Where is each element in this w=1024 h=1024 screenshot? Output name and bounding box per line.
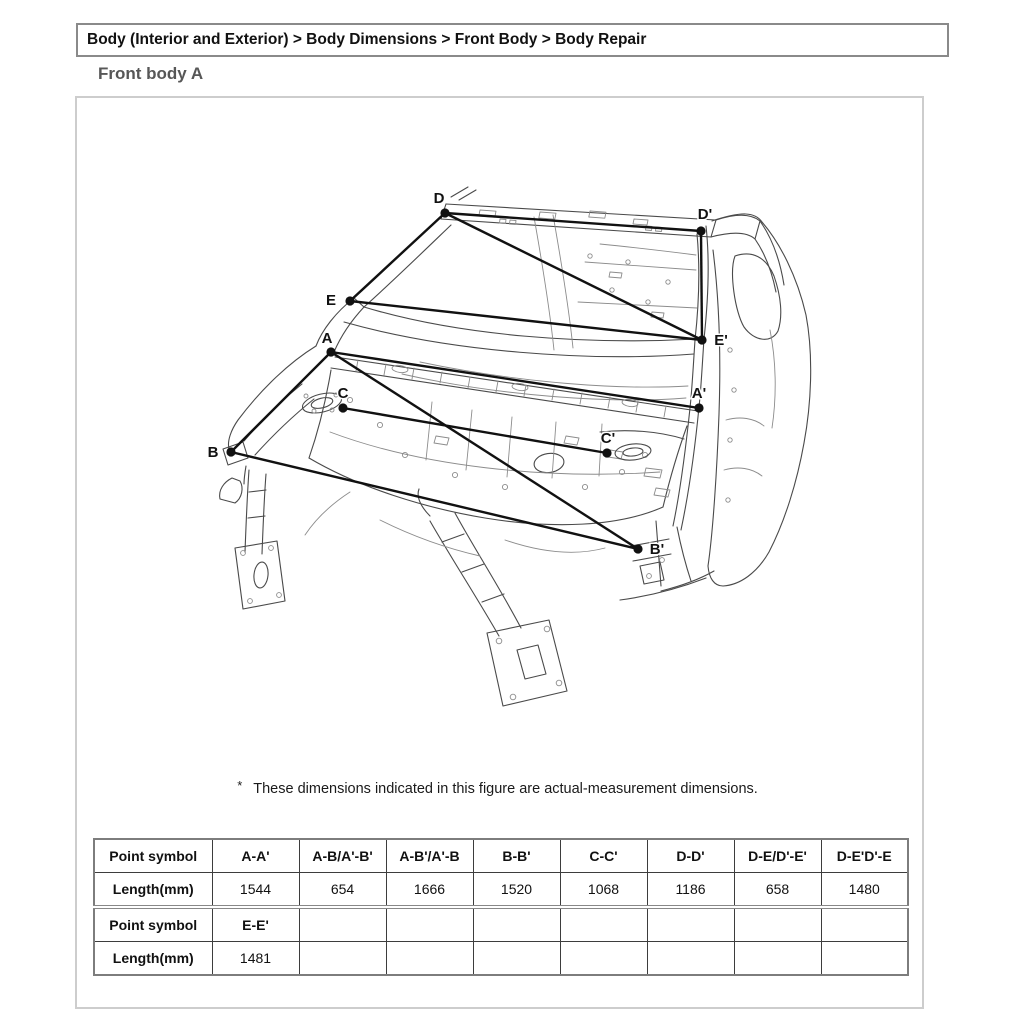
measurement-point-E' [697,335,706,344]
measurement-point-C' [602,448,611,457]
measurement-overlay [208,190,728,558]
figure-note [75,778,920,797]
row-label-cell: Point symbol [94,839,212,873]
measurement-point-C [338,403,347,412]
value-cell: A-A' [212,839,299,873]
measurement-label-A': A' [691,385,707,402]
car-body-sketch [220,187,811,706]
table-row [94,839,908,873]
measurement-line-D-E' [445,213,702,340]
value-cell: C-C' [560,839,647,873]
page-title: Front body A [98,64,204,83]
measurement-label-B': B' [649,541,665,558]
measurement-point-A [326,347,335,356]
row-label-cell: Point symbol [94,907,212,942]
measurement-line-C-C' [343,408,607,453]
measurement-line-D'-E' [701,231,702,340]
measurement-line-D-E [350,213,445,301]
measurement-label-C: C [337,385,349,402]
value-cell: A-B'/A'-B [386,839,473,873]
measurement-point-D [440,208,449,217]
value-cell: 1481 [212,942,299,976]
measurement-point-D' [696,226,705,235]
value-cell: 1544 [212,873,299,908]
value-cell [647,907,734,942]
measurement-point-B' [633,544,642,553]
value-cell: 1520 [473,873,560,908]
value-cell [560,942,647,976]
value-cell [821,942,908,976]
value-cell: 1068 [560,873,647,908]
table-row [94,942,908,976]
value-cell: 654 [299,873,386,908]
value-cell: D-D' [647,839,734,873]
note-asterisk: * [237,778,243,793]
value-cell [386,907,473,942]
value-cell [386,942,473,976]
table-row [94,873,908,908]
value-cell: D-E'D'-E [821,839,908,873]
value-cell: 1186 [647,873,734,908]
value-cell: 1666 [386,873,473,908]
measurement-point-B [226,447,235,456]
measurement-line-E-E' [350,301,702,340]
value-cell: D-E/D'-E' [734,839,821,873]
measurement-line-A-A' [331,352,699,408]
measurement-point-E [345,296,354,305]
note-text: These dimensions indicated in this figure are actual-measurement dimensions. [253,781,758,797]
value-cell: 1480 [821,873,908,908]
value-cell: 658 [734,873,821,908]
measurement-label-E: E [325,292,337,309]
value-cell [647,942,734,976]
row-label-cell: Length(mm) [94,873,212,908]
measurement-label-E': E' [714,332,728,349]
value-cell: A-B/A'-B' [299,839,386,873]
measurement-label-B: B [207,444,219,461]
row-label-cell: Length(mm) [94,942,212,976]
value-cell [299,942,386,976]
value-cell [560,907,647,942]
table-row [94,907,908,942]
value-cell [821,907,908,942]
measurement-line-B-B' [231,452,638,549]
measurement-point-A' [694,403,703,412]
value-cell: E-E' [212,907,299,942]
dimension-table [93,838,909,976]
value-cell [473,907,560,942]
breadcrumb-text: Body (Interior and Exterior) > Body Dimensions > Front Body > Body Repair [87,31,647,48]
measurement-label-C': C' [600,430,616,447]
value-cell [299,907,386,942]
measurement-label-D: D [433,190,445,207]
measurement-label-D': D' [697,206,713,223]
value-cell: B-B' [473,839,560,873]
value-cell [473,942,560,976]
value-cell [734,942,821,976]
value-cell [734,907,821,942]
measurement-label-A: A [321,330,333,347]
